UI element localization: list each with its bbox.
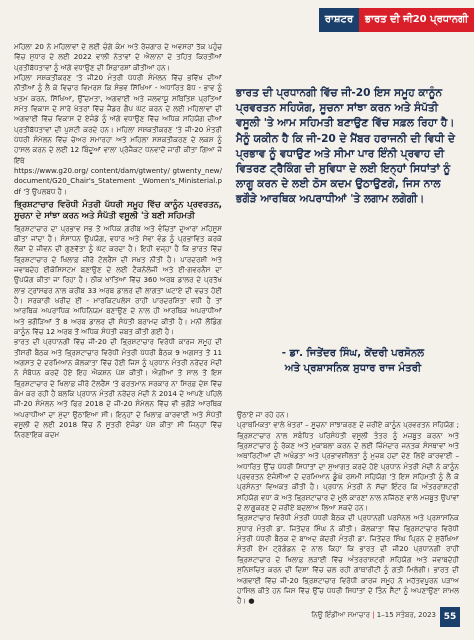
left-column: [14, 42, 222, 441]
statement-url: https://www.g20.org/ content/dam/gtwenty/ gtwenty_new/document/G20_Chair's_Statement _Women's_Ministerial.pdf 'ਤੇ ਉਪਲਬਧ ਹੈ।: [14, 166, 222, 196]
left-paragraph-2: ਮਹਿਲਾ ਸਸ਼ਕਤੀਕਰਣ 'ਤੇ ਜੀ20 ਮੰਤਰੀ ਪੱਧਰੀ ਸੰਮੇਲਨ ਵਿੱਚ ਭਵਿੱਖ ਦੀਆਂ ਨੀਤੀਆਂ ਨੂੰ ਲੈ ਕੇ ਵਿਚਾਰ ਵਿਮਰਸ਼ ਕਿ ਸੰਭਵ ਸਿੱਖਿਆ - ਅਧਾਰਿਤ ਬੋਧ - ਭਾਵ ਨੂੰ ਖਤਮ ਕਰਨ, ਸਿੱਖਿਆ, ਉੱਦਮਤਾ, ਅਗਵਾਈ ਅਤੇ ਜਲਵਾਯੂ ਸਥਿਤਿਸ਼ ਪ੍ਰਤਿਆਂ ਸਮੇਤ ਵਿਕਾਸ ਦੇ ਸਾਰੇ ਖੇਤਰਾਂ ਵਿੱਚ ਜੈਂਡਰ ਗੈਪ ਘੱਟ ਕਰਨ ਦੇ ਲਈ ਮਹਿਲਾਵਾਂ ਦੀ ਅਗਵਾਈ ਵਿੱਚ ਵਿਕਾਸ ਦੇ ਏਜੰਡੇ ਨੂੰ ਅੱਗੇ ਵਧਾਉਣ ਵਿੱਚ ਅਧਿਕ ਸਹਿਯੋਗ ਦੀਆਂ ਪ੍ਰਤੀਬੱਧਤਾਵਾਂ ਦੀ ਪੁਸ਼ਟੀ ਕਰਦੇ ਹਨ। ਮਹਿਲਾ ਸਸ਼ਕਤੀਕਰਣ 'ਤੇ ਜੀ-20 ਮੰਤਰੀ ਪੱਧਰੀ ਸੰਮੇਲਨ ਵਿੱਚ ਚੇਅਰ ਸਮਾਰਹਾ ਅਤੇ ਮਹਿਲਾ ਸਸ਼ਕਤੀਕਰਣ ਦੇ ਲਕਸ਼ ਨੂੰ ਹਾਸਲ ਕਰਨ ਦੇ ਲਈ 12 ਬਿੰਦੂਆਂ ਵਾਲਾ ਪ੍ਰੋਜੈਕਟ ਧਨਵਾਦੋਂ ਜਾਰੀ ਕੀਤਾ ਗਿਆ ਜੋ ਇੱਥੇ: [14, 73, 222, 165]
section-subheading: ਭ੍ਰਿਸ਼ਟਾਚਾਰ ਵਿਰੋਧੀ ਮੰਤਰੀ ਪੱਧਰੀ ਸਮੂਹ ਵਿੱਚ ਕਾਨੂੰਨ ਪ੍ਰਵਰਤਨ, ਸੂਚਨਾ ਦੇ ਸਾਂਝਾ ਕਰਨ ਅਤੇ ਸੰਪੱਤੀ ਵਸੂਲੀ 'ਤੇ ਬਣੀ ਸਹਿਮਤੀ: [14, 199, 222, 221]
left-paragraph-3: ਭ੍ਰਿਸ਼ਟਾਚਾਰ ਦਾ ਪ੍ਰਭਾਵ ਸਭ ਤੋਂ ਅਧਿਕ ਗ਼ਰੀਬ ਅਤੇ ਵੰਚਿਤਾਂ ਦੁਆਰਾ ਮਹਿਸੂਸ ਕੀਤਾ ਜਾਂਦਾ ਹੈ। ਸੰਸਾਧਨ ਉਪਯੋਗ, ਵਧਾਰ ਅਤੇ ਸੇਵਾ ਵੰਡ ਨੂੰ ਪ੍ਰਭਾਵਿਤ ਕਰਕੇ ਲੋਕਾਂ ਦੇ ਜੀਵਨ ਦੀ ਗੁਣਵੱਤਾ ਨੂੰ ਘੱਟ ਕਰਦਾ ਹੈ। ਇਹੀ ਵਜ੍ਹਾ ਹੈ ਕਿ ਭਾਰਤ ਵਿੱਚ ਭ੍ਰਿਸ਼ਟਾਚਾਰ ਦੇ ਖਿਲਾਫ਼ ਜ਼ੀਰੋ ਟੋਲਰੈਂਸ ਦੀ ਸਖ਼ਤ ਨੀਤੀ ਹੈ। ਪਾਰਦਰਸ਼ੀ ਅਤੇ ਜਵਾਬਦੇਹ ਈਕੋਸਿਸਟਮ ਬਣਾਉਣ ਦੇ ਲਈ ਟੈਕਨੋਲੋਜੀ ਅਤੇ ਈ-ਗਵਰਨੈਂਸ ਦਾ ਉਪਯੋਗ ਕੀਤਾ ਜਾ ਰਿਹਾ ਹੈ। ਠੀਕ ਖਾਤਿਆਂ ਵਿੱਚ 360 ਅਰਬ ਡਾਲਰ ਦੇ ਪ੍ਰਤੱਖ ਲਾਭ ਟ੍ਰਾਂਸਫਰ ਨਾਲ ਕਰੀਬ 33 ਅਰਬ ਡਾਲਰ ਦੀ ਲਾਗਤਾਂ ਘਟਾਏ ਦੀ ਵਚਤ ਹੋਈ ਹੈ। ਸਰਕਾਰੀ ਖਰੀਦ ਈ - ਮਾਰਕਿਟਪਲੇਸ ਰਾਹੀਂ ਪਾਰਦਰਸ਼ਿਤਾ ਵਧੀ ਹੈ ਤਾਂ ਆਰਥਿਕ ਅਪਰਾਧਿਕ ਅਧਿਨਿਯਮ ਬਣਾਉਣ ਦੇ ਨਾਲ ਹੀ ਆਰਥਿਕ ਅਪਰਾਧੀਆਂ ਅਤੇ ਭਗੌੜਿਆਂ ਤੋਂ 8 ਅਰਬ ਡਾਲਰ ਦੀ ਸੰਪੱਤੀ ਬਰਾਮਦ ਕੀਤੀ ਹੈ। ਮਨੀ ਲੌਂਡਿੰਗ ਕਾਨੂੰਨ ਵਿੱਚ 12 ਅਰਬ ਤੋਂ ਅਧਿਕ ਸੰਪੱਤੀ ਜ਼ਬਤ ਕੀਤੀ ਗਈ ਹੈ।: [14, 223, 222, 336]
magazine-name: ਨਿਊ ਇੰਡੀਆ ਸਮਾਚਾਰ: [311, 611, 370, 619]
page-number: 55: [440, 607, 460, 627]
pull-quote: ਭਾਰਤ ਦੀ ਪ੍ਰਧਾਨਗੀ ਵਿੱਚ ਜੀ-20 ਇਸ ਸਮੂਹ ਕਾਨੂੰਨ ਪ੍ਰਵਰਤਨ ਸਹਿਯੋਗ, ਸੂਚਨਾ ਸਾਂਝਾ ਕਰਨ ਅਤੇ ਸੰਪੱਤੀ ਵਸੂਲੀ 'ਤੇ ਆਮ ਸਹਿਮਤੀ ਬਣਾਉਣ ਵਿੱਚ ਸਫ਼ਲ ਰਿਹਾ ਹੈ। ਮੈਨੂੰ ਯਕੀਨ ਹੈ ਕਿ ਜੀ-20 ਦੇ ਮੈਂਬਰ ਹਰਾਜਨੀ ਦੀ ਵਿਧੀ ਦੇ ਪ੍ਰਭਾਵ ਨੂੰ ਵਧਾਉਣ ਅਤੇ ਸੀਮਾ ਪਾਰ ਇੰਨੀ ਪ੍ਰਵਾਹ ਦੀ ਵਿਤਰਣ ਟ੍ਰੈਕਿੰਗ ਦੀ ਸੁਵਿਧਾ ਦੇ ਲਈ ਇਨ੍ਹਾਂ ਸਿਧਾਂਤਾਂ ਨੂੰ ਲਾਗੂ ਕਰਨ ਦੇ ਲਈ ਠੋਸ ਕਦਮ ਉਠਾਉਣਗੇ, ਜਿਸ ਨਾਲ ਭਗੌੜੇ ਆਰਥਿਕ ਅਪਰਾਧੀਆਂ 'ਤੇ ਲਗਾਮ ਲਗੇਗੀ।: [236, 87, 456, 206]
footer-text: [311, 611, 436, 620]
page-footer: [0, 607, 474, 627]
right-paragraph-2: ਪ੍ਰਾਥਮਿਕਤਾ ਵਾਲੇ ਖੇਤਰਾਂ – ਸੂਚਨਾ ਸਾਂਝਾਕਰਣ ਦੇ ਜ਼ਰੀਏ ਕਾਨੂੰਨ ਪ੍ਰਵਰਤਨ ਸਹਿਯੋਗ ; ਭ੍ਰਿਸ਼ਟਾਚਾਰ ਨਾਲ ਸਬੰਧਿਤ ਪਰਿਸੰਪੱਤੀ ਵਸੂਲੀ ਤੰਤਰ ਨੂੰ ਮਜ਼ਬੂਤ ਕਰਨਾ ਅਤੇ ਭ੍ਰਿਸ਼ਟਾਚਾਰ ਨੂੰ ਰੋਕਣ ਅਤੇ ਮੁਕਾਬਲਾ ਕਰਨ ਦੇ ਲਈ ਜ਼ਿੰਮੇਦਾਰ ਜਨਤਕ ਸੰਸਥਾਵਾਂ ਅਤੇ ਅਥਾਰਿਟੀਆਂ ਦੀ ਅਖੰਡਤਾ ਅਤੇ ਪ੍ਰਭਾਵਸ਼ੀਲਤਾ ਨੂੰ ਮੁਜ਼ਬ ਹਦਾਂ ਦੇਣ ਲਿਏ ਕਾਰਵਾਈ – ਅਧਾਰਿਤ ਉੱਚ ਪੱਧਰੀ ਸਿਧਾਂਤਾਂ ਦਾ ਸੁਆਗਤ ਕਰਦੇ ਹੋਏ ਪ੍ਰਧਾਨ ਮੰਤਰੀ ਮੋਦੀ ਨੇ ਕਾਨੂੰਨ ਪ੍ਰਵਰਤਨ ਏਜੰਸੀਆਂ ਦੇ ਦਰਮਿਆਨ ਡੂੰਘੇ ਰਸਮੀ ਸਹਿਯੋਗ 'ਤੇ ਇਸ ਸਹਿਮਤੀ ਨੂੰ ਲੈ ਕੇ ਪ੍ਰਸੰਨਤਾ ਵਿਅਕਤ ਕੀਤੀ ਹੈ। ਪ੍ਰਧਾਨ ਮੰਤਰੀ ਨੇ ਸੱਚਾ ਇੰਟਰ ਕਿ ਅੰਤਰਰਾਸ਼ਟਰੀ ਸਹਿਯੋਗ ਵਧਾ ਕੇ ਅਤੇ ਭ੍ਰਿਸ਼ਟਾਚਾਰ ਦੇ ਮੂਲੋਂ ਕਾਰਣਾਂ ਨਾਲ ਨਜਿੱਠਣ ਵਾਲੇ ਮਜ਼ਬੂਤ ਉਪਾਵਾਂ ਦੇ ਲਾਗੂਕਰਣ ਦੇ ਜ਼ਰੀਏ ਬਦਲਾਅ ਲਿਆ ਸਕਦੇ ਹਨ।: [237, 420, 459, 513]
left-paragraph-1: ਮਹਿਲਾ 20 ਨੇ ਮਹਿਲਾਵਾਂ ਦੇ ਲਈ ਚੰਗੇ ਕੰਮ ਅਤੇ ਰੋਜ਼ਗਾਰ ਦੇ ਅਵਸਰਾਂ ਤੱਕ ਪਹੁੰਚ ਵਿੱਚ ਸੁਧਾਰ ਦੇ ਲਈ 2022 ਵਾਲੀ ਨੇਤਾਵਾਂ ਦੇ ਐਲਾਨਾਂ ਦੇ ਤਹਿਤ ਕਿਰਤੀਆਂ ਪ੍ਰਤੀਬੱਧਤਾਵਾਂ ਨੂੰ ਅੱਗੇ ਵਧਾਉਣ ਦੀ ਸਿਫ਼ਾਰਸ਼ਾਂ ਕੀਤੀਆਂ ਹਨ।: [14, 42, 222, 72]
quote-author-line-1: - ਡਾ. ਜਿਤੇਂਦਰ ਸਿੰਘ, ਕੇਂਦਰੀ ਪਰਸੋਨਲ: [281, 348, 425, 359]
section-title: ਭਾਰਤ ਦੀ ਜੀ20 ਪ੍ਰਧਾਨਗੀ: [359, 8, 474, 32]
right-paragraph-3: ਭ੍ਰਿਸ਼ਟਾਚਾਰ ਵਿਰੋਧੀ ਮੰਤਰੀ ਪੱਧਰੀ ਬੈਠਕ ਦੀ ਪ੍ਰਧਾਨਗੀ ਪਰਸੋਨਲ ਅਤੇ ਪ੍ਰਸ਼ਾਸਨਿਕ ਸੁਧਾਰ ਮੰਤਰੀ ਡਾ. ਜਿਤੇਂਦਰ ਸਿੰਘ ਨੇ ਕੀਤੀ। ਕੋਲਕਾਤਾ ਵਿੱਚ ਭ੍ਰਿਸ਼ਟਾਚਾਰ ਵਿਰੋਧੀ ਮੰਤਰੀ ਪੱਧਰੀ ਬੈਠਕ ਦੇ ਬਾਅਦ ਕੇਂਦਰੀ ਮੰਤਰੀ ਡਾ. ਜਿਤੇਂਦਰ ਸਿੰਘ ਪ੍ਰਿਨ ਦੇ ਸੁਰੱਖਿਆ ਸੰਤਰੀ ਏਮ ਟ੍ਰੇਗੰਡਨ ਦੇ ਨਾਲ ਕਿਹਾ ਕਿ ਭਾਰਤ ਦੀ ਜੀ20 ਪ੍ਰਧਾਨਗੀ ਰਾਹੀਂ ਭ੍ਰਿਸ਼ਟਾਚਾਰ ਦੇ ਖਿਲਾਫ਼ ਲੜਾਈ ਵਿੱਚ ਅੰਤਰਰਾਸ਼ਟਰੀ ਸਹਿਯੋਗ ਅਤੇ ਜਵਾਬਦੇਹੀ ਸੁਨਿਸ਼ਚਿਤ ਕਰਨ ਦੀ ਦਿਸ਼ਾ ਵਿੱਚ ਚਲ ਰਹੀ ਗਾਥਾਰੀਟੀ ਨੂੰ ਗਤੀ ਮਿਲੇਗੀ। ਭਾਰਤ ਦੀ ਅਗਵਾਈ ਵਿੱਚ ਜੀ-20 ਭ੍ਰਿਸ਼ਟਾਚਾਰ ਵਿਰੋਧੀ ਕਾਰਜ ਸਮੂਹ ਨੇ ਮਹੱਤਵਪੂਰਨ ਪੜਾਅ ਹਾਸਿਲ ਕੀਤੇ ਹਨ ਜਿਸ ਵਿੱਚ ਉੱਚ ਪੱਧਰੀ ਸਿਧਾਂਤਾਂ ਦੇ ਤਿੰਨ ਸੈੱਟਾਂ ਨੂੰ ਅਪਣਾਉਣਾ ਸ਼ਾਮਲ ਹੈ। ●: [237, 513, 459, 606]
footer-separator: |: [372, 611, 375, 619]
quote-attribution: [268, 346, 438, 376]
left-paragraph-4: ਭਾਰਤ ਦੀ ਪ੍ਰਧਾਨਗੀ ਵਿੱਚ ਜੀ-20 ਦੀ ਭ੍ਰਿਸ਼ਟਾਚਾਰ ਵਿਰੋਧੀ ਕਾਰਜ ਸਮੂਹ ਦੀ ਤੀਸਰੀ ਬੈਠਕ ਅਤੇ ਭ੍ਰਿਸ਼ਟਾਚਾਰ ਵਿਰੋਧੀ ਮੰਤਰੀ ਪੱਧਰੀ ਬੈਠਕ 9 ਅਗਸਤ ਤੋਂ 11 ਅਗਸਤ ਦੇ ਦਰਮਿਆਨ ਕੋਲਕਾਤਾ ਵਿੱਚ ਹੋਈ ਜਿਸ ਨੂੰ ਪ੍ਰਧਾਨ ਮੰਤਰੀ ਨਰੇਂਦਰ ਮੋਦੀ ਨੇ ਸੰਬੋਧਨ ਕਰਦੇ ਹੋਏ ਇਹ ਐਕਸ਼ਨ ਪੇਸ਼ ਕੀਤੀ। ਐਗ਼ੀਆਂ ਤੋਂ ਸਾਲ ਤੋਂ ਇਸ ਭ੍ਰਿਸ਼ਟਾਚਾਰ ਦੇ ਖਿਲਾਫ਼ ਜ਼ੀਰੋ ਟੋਲਰੈਂਸ 'ਤੇ ਫਰਤਮਾਨ ਸਰਕਾਰ ਨਾ ਸਿਰਫ਼ ਦੇਸ਼ ਵਿੱਚ ਕੰਮ ਕਰ ਰਹੀ ਹੈ ਬਲਕਿ ਪ੍ਰਧਾਨ ਮੰਤਰੀ ਨਰੇਂਦਰ ਮੋਦੀ ਨੇ 2014 ਦੇ ਆਪਣੇ ਪਹਿਲੇ ਜੀ-20 ਸੰਮੇਲਨ ਅਤੇ ਫਿਰ 2018 ਦੇ ਜੀ-20 ਸੰਮੇਲਨ ਵਿੱਚ ਵੀ ਭਗੌੜੇ ਆਰਥਿਕ ਅਪਰਾਧੀਆਂ ਦਾ ਮੁੱਦਾ ਉਠਾਇਆ ਸੀ। ਇਨ੍ਹਾਂ ਦੇ ਖਿਲਾਫ਼ ਕਾਰਵਾਈ ਅਤੇ ਸੰਪੱਤੀ ਵਸੂਲੀ ਦੇ ਲਈ 2018 ਵਿੱਚ ਨੌ ਸੂਤਰੀ ਏਜੰਡਾ ਪੇਸ਼ ਕੀਤਾ ਸੀ ਜਿਨ੍ਹਾਂ ਵਿੱਚ ਨਿਰਣਾਇਕ ਕਦਮ: [14, 337, 222, 440]
page-header: [0, 8, 474, 32]
quote-author-line-2: ਅਤੇ ਪ੍ਰਸ਼ਾਸਨਿਕ ਸੁਧਾਰ ਰਾਜ ਮੰਤਰੀ: [284, 363, 422, 374]
right-column: [237, 410, 459, 607]
section-tag: ਰਾਸ਼ਟਰ: [319, 8, 359, 32]
right-paragraph-1: ਉਠਾਏ ਜਾ ਰਹੇ ਹਨ।: [237, 410, 290, 419]
issue-date: 1–15 ਸਤੰਬਰ, 2023: [376, 611, 436, 619]
